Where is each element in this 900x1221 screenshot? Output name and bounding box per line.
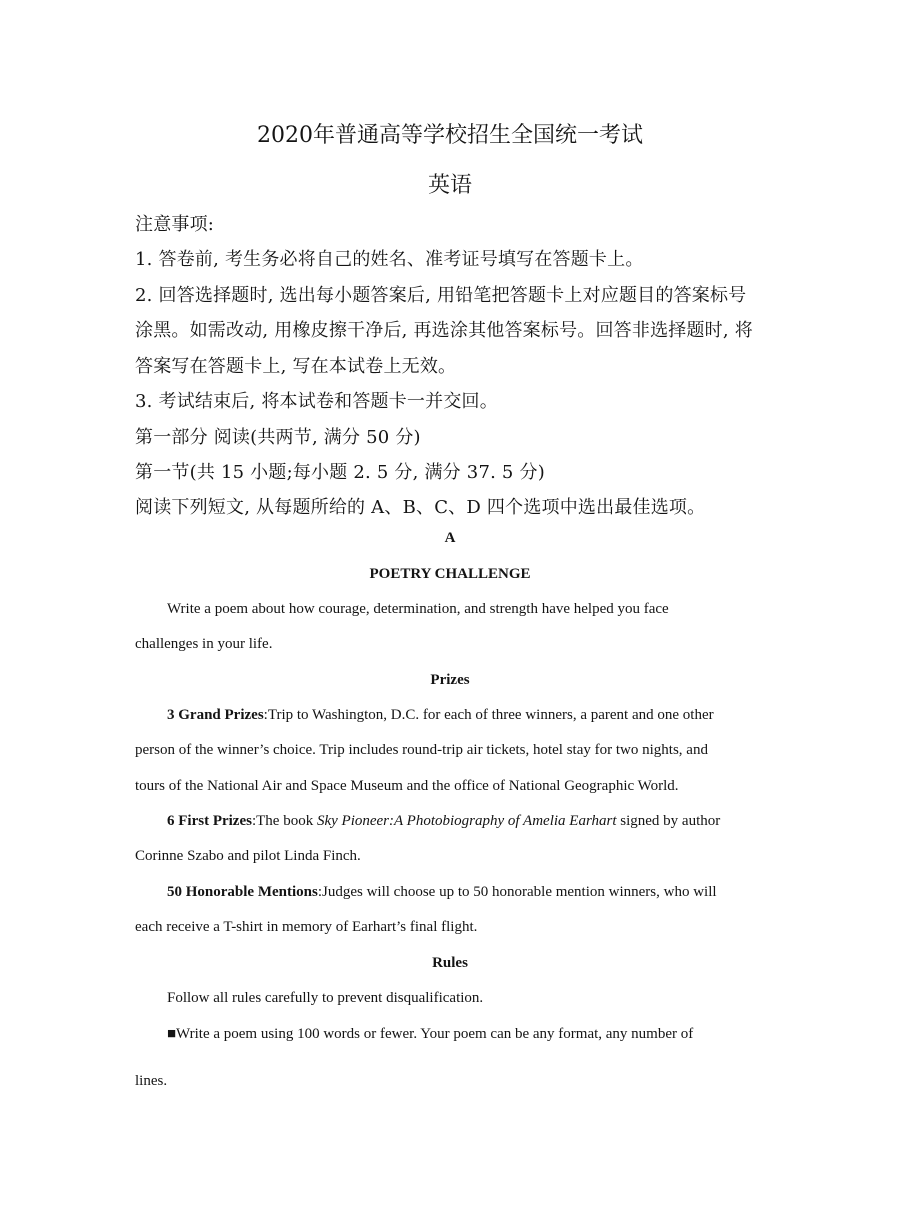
honorable-line-1 [167, 884, 717, 901]
notice-item-2-line-3: 答案写在答题卡上, 写在本试卷上无效。 [135, 356, 457, 377]
grand-prize-line-1 [167, 707, 714, 724]
intro-line-1: Write a poem about how courage, determination, and strength have helped you face [167, 601, 669, 617]
first-prize-post: signed by author [616, 813, 721, 829]
grand-prize-line-2: person of the winner’s choice. Trip includes round-trip air tickets, hotel stay for two nights, and [135, 742, 708, 758]
passage-title: POETRY CHALLENGE [369, 566, 531, 582]
grand-prize-label: 3 Grand Prizes [167, 707, 264, 723]
section-instruction: 阅读下列短文, 从每题所给的 A、B、C、D 四个选项中选出最佳选项。 [135, 497, 706, 518]
first-prize-line-1 [167, 813, 720, 830]
book-title: Sky Pioneer:A Photobiography of Amelia Earhart [316, 813, 617, 829]
rule-1-line-2: lines. [135, 1073, 168, 1089]
rules-heading: Rules [432, 955, 468, 971]
passage-label: A [444, 530, 456, 546]
grand-prize-text: :Trip to Washington, D.C. for each of three winners, a parent and one other [263, 707, 714, 723]
rules-intro: Follow all rules carefully to prevent disqualification. [167, 990, 484, 1006]
prizes-heading: Prizes [430, 672, 470, 688]
honorable-text: :Judges will choose up to 50 honorable mention winners, who will [317, 884, 717, 900]
notice-item-3: 3. 考试结束后, 将本试卷和答题卡一并交回。 [135, 391, 498, 412]
rule-1-line-1: ■Write a poem using 100 words or fewer. Your poem can be any format, any number of [167, 1026, 694, 1042]
notice-heading: 注意事项: [135, 214, 215, 235]
notice-item-2-line-2: 涂黑。如需改动, 用橡皮擦干净后, 再选涂其他答案标号。回答非选择题时, 将 [135, 320, 753, 341]
first-prize-pre: :The book [251, 813, 317, 829]
notice-item-2-line-1: 2. 回答选择题时, 选出每小题答案后, 用铅笔把答题卡上对应题目的答案标号 [135, 285, 747, 306]
first-prize-label: 6 First Prizes [167, 813, 252, 829]
exam-title: 2020年普通高等学校招生全国统一考试 [257, 123, 643, 148]
intro-line-2: challenges in your life. [135, 636, 273, 652]
honorable-line-2: each receive a T-shirt in memory of Earhart’s final flight. [135, 919, 478, 935]
first-prize-line-2: Corinne Szabo and pilot Linda Finch. [135, 848, 361, 864]
part-heading: 第一部分 阅读(共两节, 满分 50 分) [135, 427, 421, 448]
grand-prize-line-3: tours of the National Air and Space Museum and the office of National Geographic World. [135, 778, 679, 794]
subject-title: 英语 [427, 173, 472, 198]
section-heading: 第一节(共 15 小题;每小题 2. 5 分, 满分 37. 5 分) [135, 462, 545, 483]
honorable-label: 50 Honorable Mentions [167, 884, 318, 900]
notice-item-1: 1. 答卷前, 考生务必将自己的姓名、准考证号填写在答题卡上。 [135, 249, 644, 270]
